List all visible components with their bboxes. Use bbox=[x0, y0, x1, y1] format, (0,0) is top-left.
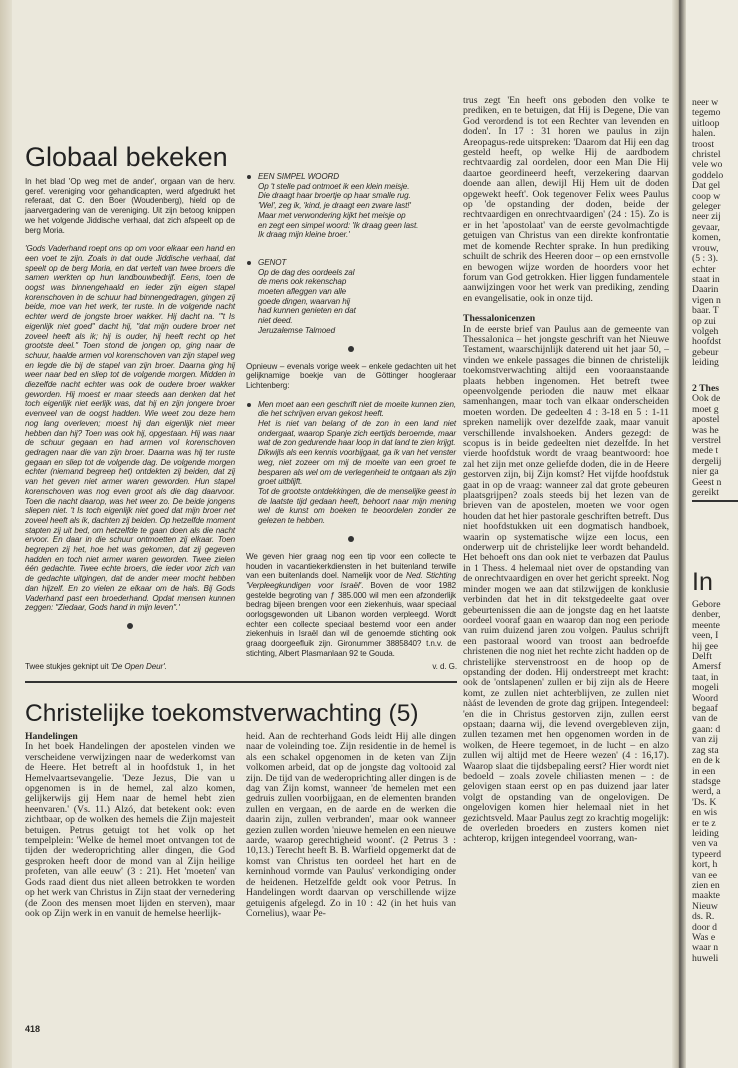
next-page-line: verstrel bbox=[692, 435, 722, 447]
next-page-line: apostel bbox=[692, 414, 720, 426]
footer-text: Twee stukjes geknipt uit bbox=[25, 662, 111, 671]
subheading-handelingen: Handelingen bbox=[25, 731, 78, 742]
next-page-line: waar n bbox=[692, 942, 719, 954]
poem-title: GENOT bbox=[258, 257, 287, 267]
next-page-line: Geest n bbox=[692, 476, 722, 488]
next-page-line: neer w bbox=[692, 97, 719, 108]
next-page-line: (5 : 3). bbox=[692, 253, 719, 265]
next-page-line: 'Ds. K bbox=[692, 796, 717, 808]
poem-line: en zegt een simpel woord: 'Ik draag geen last. bbox=[258, 220, 419, 230]
next-page-line: en wis bbox=[692, 807, 718, 819]
next-page-line: huweli bbox=[692, 952, 719, 964]
next-page-line: op zui bbox=[692, 315, 716, 327]
next-page-line: tegemo bbox=[692, 107, 721, 119]
next-page-line: nier ga bbox=[692, 466, 719, 478]
poem-source: Jeruzalemse Talmoed bbox=[258, 325, 335, 335]
article-text: In het boek Handelingen der apostelen vinden we verscheidene verwijzingen naar de wederkomst van de Heere. Het betreft al in hoofdstuk 1, in het Hemelvaartsevangelie. 'Deze Jezus, Die van u opgenomen is in de hemel, zal alzo komen, gelijkerwijs gij Hem naar de hemel hebt zien heenvaren.' (Vs. 11.) Alzó, dat betekent ook: even zichtbaar, op de wolken des hemels die Zijn majesteit betuigen. Petrus getuigt tot het volk op het tempelplein: 'Welke de hemel moet ontvangen tot de tijden der wederoprichting aller dingen, die God gesproken heeft door de mond van al Zijn heilige profeten, van alle eeuw' (3 : 21). Het 'moeten' van Gods raad dient dus niet alleen betrokken te worden op het werk van Christus in Zijn staat der vernedering (de Zoon des mensen moet lijden en sterven), maar ook op Zijn werk in en vanuit de hemelse heerlijk- bbox=[25, 741, 235, 919]
poem-line: Op 't stelle pad ontmoet ik een klein meisje. bbox=[258, 181, 410, 191]
poem-een-simpel-woord bbox=[246, 172, 456, 240]
collecte-paragraph bbox=[246, 552, 456, 659]
next-page-line: hoofdst bbox=[692, 336, 722, 348]
next-page-line: meente bbox=[692, 619, 720, 631]
next-page-line: door d bbox=[692, 921, 718, 933]
globaal-left-column bbox=[25, 177, 235, 639]
poem-line: 'Wel', zeg ik, 'kind, je draagt een zware last!' bbox=[258, 201, 411, 211]
next-page-line: gaan: d bbox=[692, 723, 721, 735]
quote: Tot de grootste ontdekkingen, die de menselijke geest in de laatste tijd gedaan heeft, behoort naar mijn mening wel de kunst om boeken te beoordelen zonder ze gelezen te hebben. bbox=[258, 486, 456, 526]
separator-dot bbox=[348, 346, 354, 352]
globaal-intro: In het blad 'Op weg met de ander', orgaan van de herv. geref. vereniging voor gehandicapten, werd afgedrukt het referaat, dat C. den Boer (Woudenberg), hield op de jaarvergadering van de vereniging. Uit zijn betoog knippen we het volgende Jiddische verhaal, dat zich afspeelt op de berg Moria. bbox=[25, 177, 235, 235]
next-page-line: stadsge bbox=[692, 775, 721, 787]
next-page-line: neer zij bbox=[692, 211, 721, 223]
next-page-line: Amersf bbox=[692, 661, 722, 673]
next-page-line: geleger bbox=[692, 201, 721, 213]
next-page-line: halen. bbox=[692, 128, 716, 140]
poem-line: moeten afleggen van alle bbox=[258, 287, 347, 297]
signature: v. d. G. bbox=[432, 662, 457, 671]
quote: Het is niet van belang of de zon in een land niet ondergaat, waarop Spanje zich eertijds beroemde, maar wat de zon gedurende haar loop in dat land te zien krijgt. bbox=[258, 419, 456, 448]
next-page-line: gevaar, bbox=[692, 221, 720, 233]
next-page-line: leiding bbox=[692, 827, 719, 839]
footer-source: 'De Open Deur'. bbox=[110, 662, 167, 671]
globaal-story: 'Gods Vaderhand roept ons op om voor elkaar een hand en een voet te zijn. Zoals in dat oude Jiddische verhaal, dat speelt op de berg Moria, en dat vertelt van twee broers die samen werkten op hun landbouwbedrijf. Eens, toen de oogst was binnengehaald en ieder zijn eigen stapel korenschoven in de schuur had binnengedragen, gingen zij beide, moe van het werk, ter ruste. In de volgende nacht echter werd de jongste broer wakker. Hij dacht na. "'t Is eigenlijk niet goed" dacht hij, "dat mijn oudere broer net zoveel heeft als ik; hij is ouder, hij heeft recht op het grootste deel." Toen stond de jongen op, ging naar de schuur, haalde armen vol korenschoven van zijn stapel weg en legde die bij de stapel van zijn broer. Daarna ging hij weer naar bed en sliep tot de volgende morgen. Midden in diezelfde nacht echter was ook de oudere broer wakker geworden. Hij moest er maar steeds aan denken dat het toch eigenlijk niet eerlijk was, dat hij en zijn jongere broer evenveel van de oogst hadden. Wie weet zou deze hem nog lang overleven; moest hij dan eigenlijk niet meer hebben dan hij? Toen was ook hij, opgestaan. Hij was naar de schuur gegaan en had armen vol korenschoven gedragen naar die van zijn broer. Daarna was hij ter ruste gegaan en sliep tot de volgende dag. De volgende morgen echter (niemand begreep het) ontdekten zij beiden, dat zij van het geven niet armer waren geworden. Hun stapel korenschoven was nog even groot als die dag daarvoor. Toen die nacht daarop, was het weer zo. De beide jongens sliepen niet. 't Is toch eigenlijk niet goed dat mijn broer net zoveel heeft als ik, dachten zij beiden. Op hetzelfde moment stapten zij uit bed, om hetzelfde te gaan doen als die nacht ervoor. En daar in die schuur ontmoetten zij elkaar. Toen begrepen zij het, hoe het was gekomen, dat zij gegeven hadden en toch niet armer waren geworden. Twee zielen één gedachte. Twee echte broers, die ieder voor zich van de gedachte uitgingen, dat de ander meer mocht hebben dan hijzelf. En zo vielen ze elkaar om de hals. Bij Gods Vaderhand past een broederhand. Opdat mensen kunnen zeggen: "Ziedaar, Gods hand in mijn leven".' bbox=[25, 244, 235, 613]
poem-line: Ik draag mijn kleine broer.' bbox=[258, 230, 350, 240]
poem-line: Op de dag des oordeels zal bbox=[258, 267, 355, 277]
next-page-divider bbox=[692, 500, 738, 502]
next-page-upper-text bbox=[692, 98, 723, 369]
next-page-line: Gebore bbox=[692, 599, 721, 610]
article-text: In de eerste brief van Paulus aan de gemeente van Thessalonica – het jongste geschrift van het Nieuwe Testament, waarschijnlijk daterend uit het jaar 50, – vinden we enkele passages die binnen de christelijk toekomstverwachting altijd een vooraanstaande plaats hebben ingenomen. Het betreft twee opeenvolgende perioden die nauw met elkaar samenhangen, maar toch van elkaar onderscheiden moeten worden. De gedeelten 4 : 3-18 en 5 : 1-11 spreken namelijk over dezelfde zaak, maar vanuit verschillende invalshoeken. Anders gezegd: de scopus is in beide gedeelten niet dezelfde. In het vierde hoofdstuk wordt de vraag beantwoord: hoe zal het zijn met onze geliefde doden, die in de Heere gestorven zijn, bij Zijn komst? Het vijfde hoofdstuk gaat in op de vraag: wanneer zal dat grote gebeuren plaatsgrijpen? zoals steeds bij het lezen van de brieven van de apostelen, moeten we voor ogen houden dat het hier pastorale geschriften betreft. Dus niet hoofdstukken uit een dogmatisch handboek, waarin op systematische wijze een locus, een onderwerp uit de christelijke leer wordt behandeld. Het behoeft ons dan ook niet te verbazen dat Paulus in 1 Thess. 4 helemaal niet over de opstanding van de onrechtvaardigen en over het gericht spreekt. Nog minder mogen we aan dat stilzwijgen de konklusie verbinden dat het in dit tekstgedeelte gaat over gebeurtenissen die aan de jongste dag en het laatste oordeel vooraf gaan en waarop dan nog een periode van ruim duizend jaren zou volgen. Paulus schrijft een pastoraal woord van troost aan bedroefde christenen die nog niet het rechte zicht hadden op de christelijke stervenstroost en de hoop op de opstanding der doden. Hij onderstreept met kracht: ook de 'ontslapenen' zullen er bij zijn als de Heere komt, ze zullen niet achterblijven, ze zullen niet nàást de levenden de grote dag grijpen. Integendeel: 'en die in Christus gestorven zijn, zullen eerst opstaan; daarna wij, die levend overgebleven zijn, zullen tezamen met hen opgenomen worden in de wolken, de Heere tegemoet, in de lucht – en alzo zullen wij altijd met de Heere wezen' (4 : 16,17). Waarop slaat die tijdsbepaling eerst? Hier wordt niet bedoeld – zoals zovele chiliasten menen – : de gelovigen staan eerst op en pas duizend jaar later volgt de opstanding van de ongelovigen. De ongelovigen komen hier helemaal niet in het gezichtsveld. Maar Paulus zegt zo krachtig mogelijk: de overleden broeders en zusters komen niet achterop, krijgen integendeel voorrang, wan- bbox=[463, 323, 669, 845]
next-page-lower-text bbox=[692, 600, 721, 964]
next-page-line: zien en bbox=[692, 879, 720, 891]
next-page-line: coop w bbox=[692, 190, 721, 202]
next-page-line: goddelo bbox=[692, 169, 724, 181]
lichtenberg-intro: Opnieuw – evenals vorige week – enkele gedachten uit het gelijknamige boekje van de Göttinger hoogleraar Lichtenberg: bbox=[246, 361, 456, 390]
poem-genot bbox=[246, 258, 456, 336]
next-page-line: zag sta bbox=[692, 744, 719, 756]
article-text: heid. Aan de rechterhand Gods leidt Hij alle dingen naar de voleinding toe. Zijn residentie in de hemel is als een schakel opgenomen in de keten van Zijn volkomen arbeid, dat op de jongste dag voltooid zal zijn. De tijd van de wederoprichting aller dingen is de dag van Zijn komst, wanneer 'de hemelen met een gedruis zullen voorbijgaan, en de elementen branden zullen en vergaan, en de aarde en de werken die daarin zijn, zullen verbranden', maar ook wanneer gezien zullen worden 'nieuwe hemelen en een nieuwe aarde, waarop gerechtigheid woont'. (2 Petrus 3 : 10,13.) Terecht heeft B. B. Warfield opgemerkt dat de komst van Christus ten oordeel het hart en de kerninhoud vormde van Paulus' verkondiging onder de heidenen. Hetzelfde geldt ook voor Petrus. In Handelingen wordt daarvan op verschillende wijze getuigenis afgelegd. Zo in 10 : 42 (in het huis van Cornelius), waar Pe- bbox=[246, 731, 456, 919]
next-page-line: troost bbox=[692, 138, 715, 150]
next-page-line: christel bbox=[692, 149, 721, 161]
next-page-line: gereikt bbox=[692, 487, 719, 499]
next-page-line: van ee bbox=[692, 869, 718, 881]
article-column-1 bbox=[25, 732, 235, 919]
next-page-line: komen, bbox=[692, 232, 721, 244]
next-page-line: en de k bbox=[692, 755, 720, 767]
next-page-line: volgeh bbox=[692, 325, 719, 337]
section-divider bbox=[25, 681, 457, 683]
globaal-middle-column bbox=[246, 172, 456, 659]
next-page-line: Nieuw bbox=[692, 900, 718, 912]
next-page-line: van de bbox=[692, 713, 718, 725]
poem-line: goede dingen, waarvan hij bbox=[258, 296, 350, 306]
next-page-line: mogeli bbox=[692, 682, 719, 694]
next-page-line: Delft bbox=[692, 651, 712, 663]
collecte-foundation: Ned. Stichting 'Verpleegkundigen voor Israël' bbox=[246, 571, 456, 590]
page-edge bbox=[0, 0, 12, 1068]
next-page-line: gebeur bbox=[692, 346, 719, 358]
collecte-text: . Boven de voor 1982 gestelde begroting van ƒ 385.000 wil men een afzonderlijk bedrag bijeen brengen voor een ziekenhuis, waar speciaal oorlogsgewonden uit Libanon worden verpleegd. Wordt echter een collecte speciaal bestemd voor een ander ziekenhuis in Israël dan wil de genoemde stichting ook graag doorgeefluik zijn. Gironummer 3885840? t.n.v. de stichting, Albert Plasmanlaan 92 te Gouda. bbox=[246, 580, 457, 658]
next-page-line: was he bbox=[692, 424, 719, 436]
next-page-heading: In bbox=[692, 568, 713, 596]
next-page-line: staat in bbox=[692, 273, 720, 285]
globaal-footer bbox=[25, 662, 457, 672]
next-page-line: vele wo bbox=[692, 159, 723, 171]
next-page-line: ds. R. bbox=[692, 911, 715, 923]
page-gutter bbox=[672, 0, 686, 1068]
poem-line: Die draagt haar broertje op haar smalle rug. bbox=[258, 191, 411, 201]
globaal-title: Globaal bekeken bbox=[25, 142, 228, 172]
next-page-line: veen, I bbox=[692, 630, 719, 642]
next-page-line: maakte bbox=[692, 890, 720, 902]
next-page-line: denber, bbox=[692, 609, 721, 621]
next-page-line: taat, in bbox=[692, 671, 719, 683]
next-page-line: ven va bbox=[692, 838, 718, 850]
next-page-line: moet g bbox=[692, 403, 719, 415]
next-page-line: er te z bbox=[692, 817, 716, 829]
poem-line: niet deed. bbox=[258, 316, 293, 326]
separator-dot bbox=[127, 623, 133, 629]
poem-line: de mens ook rekenschap bbox=[258, 277, 347, 287]
next-page-line: vigen n bbox=[692, 294, 721, 306]
next-page-line: hij gee bbox=[692, 640, 719, 652]
next-page-line: typeerd bbox=[692, 848, 722, 860]
lichtenberg-quotes bbox=[246, 400, 456, 526]
collecte-text: We geven hier graag nog een tip voor een collecte te houden in vacantiekerkdiensten in het buitenland terwille van een buitenlands doel. Namelijk voor de bbox=[246, 551, 456, 581]
article-column-3 bbox=[463, 96, 669, 845]
next-page-line: kort, h bbox=[692, 859, 718, 871]
next-page-line: mede t bbox=[692, 445, 719, 457]
next-page-line: in een bbox=[692, 765, 716, 777]
next-page-mid-text bbox=[692, 384, 721, 498]
next-page-line: dergelij bbox=[692, 455, 722, 467]
next-page-line: vrouw, bbox=[692, 242, 719, 254]
next-page-line: begaaf bbox=[692, 703, 718, 715]
next-page-line: Dat gel bbox=[692, 180, 721, 192]
next-page-line: uitloop bbox=[692, 117, 720, 129]
next-page-subheading: 2 Thes bbox=[692, 383, 720, 394]
next-page-line: Daarin bbox=[692, 284, 719, 296]
next-page-line: werd, a bbox=[692, 786, 721, 798]
separator-dot bbox=[348, 536, 354, 542]
page-number: 418 bbox=[25, 1024, 41, 1034]
next-page-line: van zij bbox=[692, 734, 719, 746]
article-column-2 bbox=[246, 732, 456, 919]
poem-line: had kunnen genieten en dat bbox=[258, 306, 356, 316]
next-page-fragment bbox=[686, 0, 738, 1068]
next-page-line: Woord bbox=[692, 692, 719, 704]
quote: Dikwijls als een kennis voorbijgaat, ga ik van het venster weg, niet zozeer om mij de moeite van een groet te besparen als wel om de verlegenheid te ontgaan als zijn groet uitblijft. bbox=[258, 448, 456, 487]
article-text: trus zegt 'En heeft ons geboden den volke te prediken, en te betuigen, dat Hij is Degene, Die van God verordend is tot een Rechter van levenden en doden'. In 17 : 31 horen we paulus in zijn Areopagus-rede uitspreken: 'Daarom dat Hij een dag gesteld heeft, op welke Hij de aardbodem rechtvaardig zal oordelen, door een Man Die Hij daartoe geordineerd heeft, verzekering daarvan doende aan allen, dewijl Hij Hem uit de doden opgewekt heeft'. Ook tegenover Felix wees Paulus op 'de opstanding der doden, beide der rechtvaardigen en onrechtvaardigen' (24 : 15). Zo is er in het 'apostolaat' van de eerste gevolmachtigde getuigen van Christus van een direkte konfrontatie met de komende Rechter sprake. In hun prediking schuilt de schrik des Heeren door – op een ernstvolle en bewogen wijze worden de hoorders voor het forum van God getrokken. Hier liggen fundamentele aanwijzingen voor het werk van prediking, zending en evangelisatie, ook in onze tijd. bbox=[463, 95, 669, 304]
next-page-line: leiding bbox=[692, 357, 719, 369]
subheading-thessalonicenzen: Thessalonicenzen bbox=[463, 313, 536, 325]
next-page-line: baar. T bbox=[692, 305, 719, 317]
poem-line: Maar met verwondering kijkt het meisje op bbox=[258, 210, 406, 220]
poem-title: EEN SIMPEL WOORD bbox=[258, 172, 340, 181]
next-page-line: Was e bbox=[692, 932, 716, 943]
quote: Men moet aan een geschrift niet de moeite kunnen zien, die het schrijven ervan gekost heeft. bbox=[258, 399, 456, 419]
next-page-line: echter bbox=[692, 263, 716, 275]
next-page-line: Ook de bbox=[692, 393, 721, 405]
article-title: Christelijke toekomstverwachting (5) bbox=[25, 700, 419, 727]
